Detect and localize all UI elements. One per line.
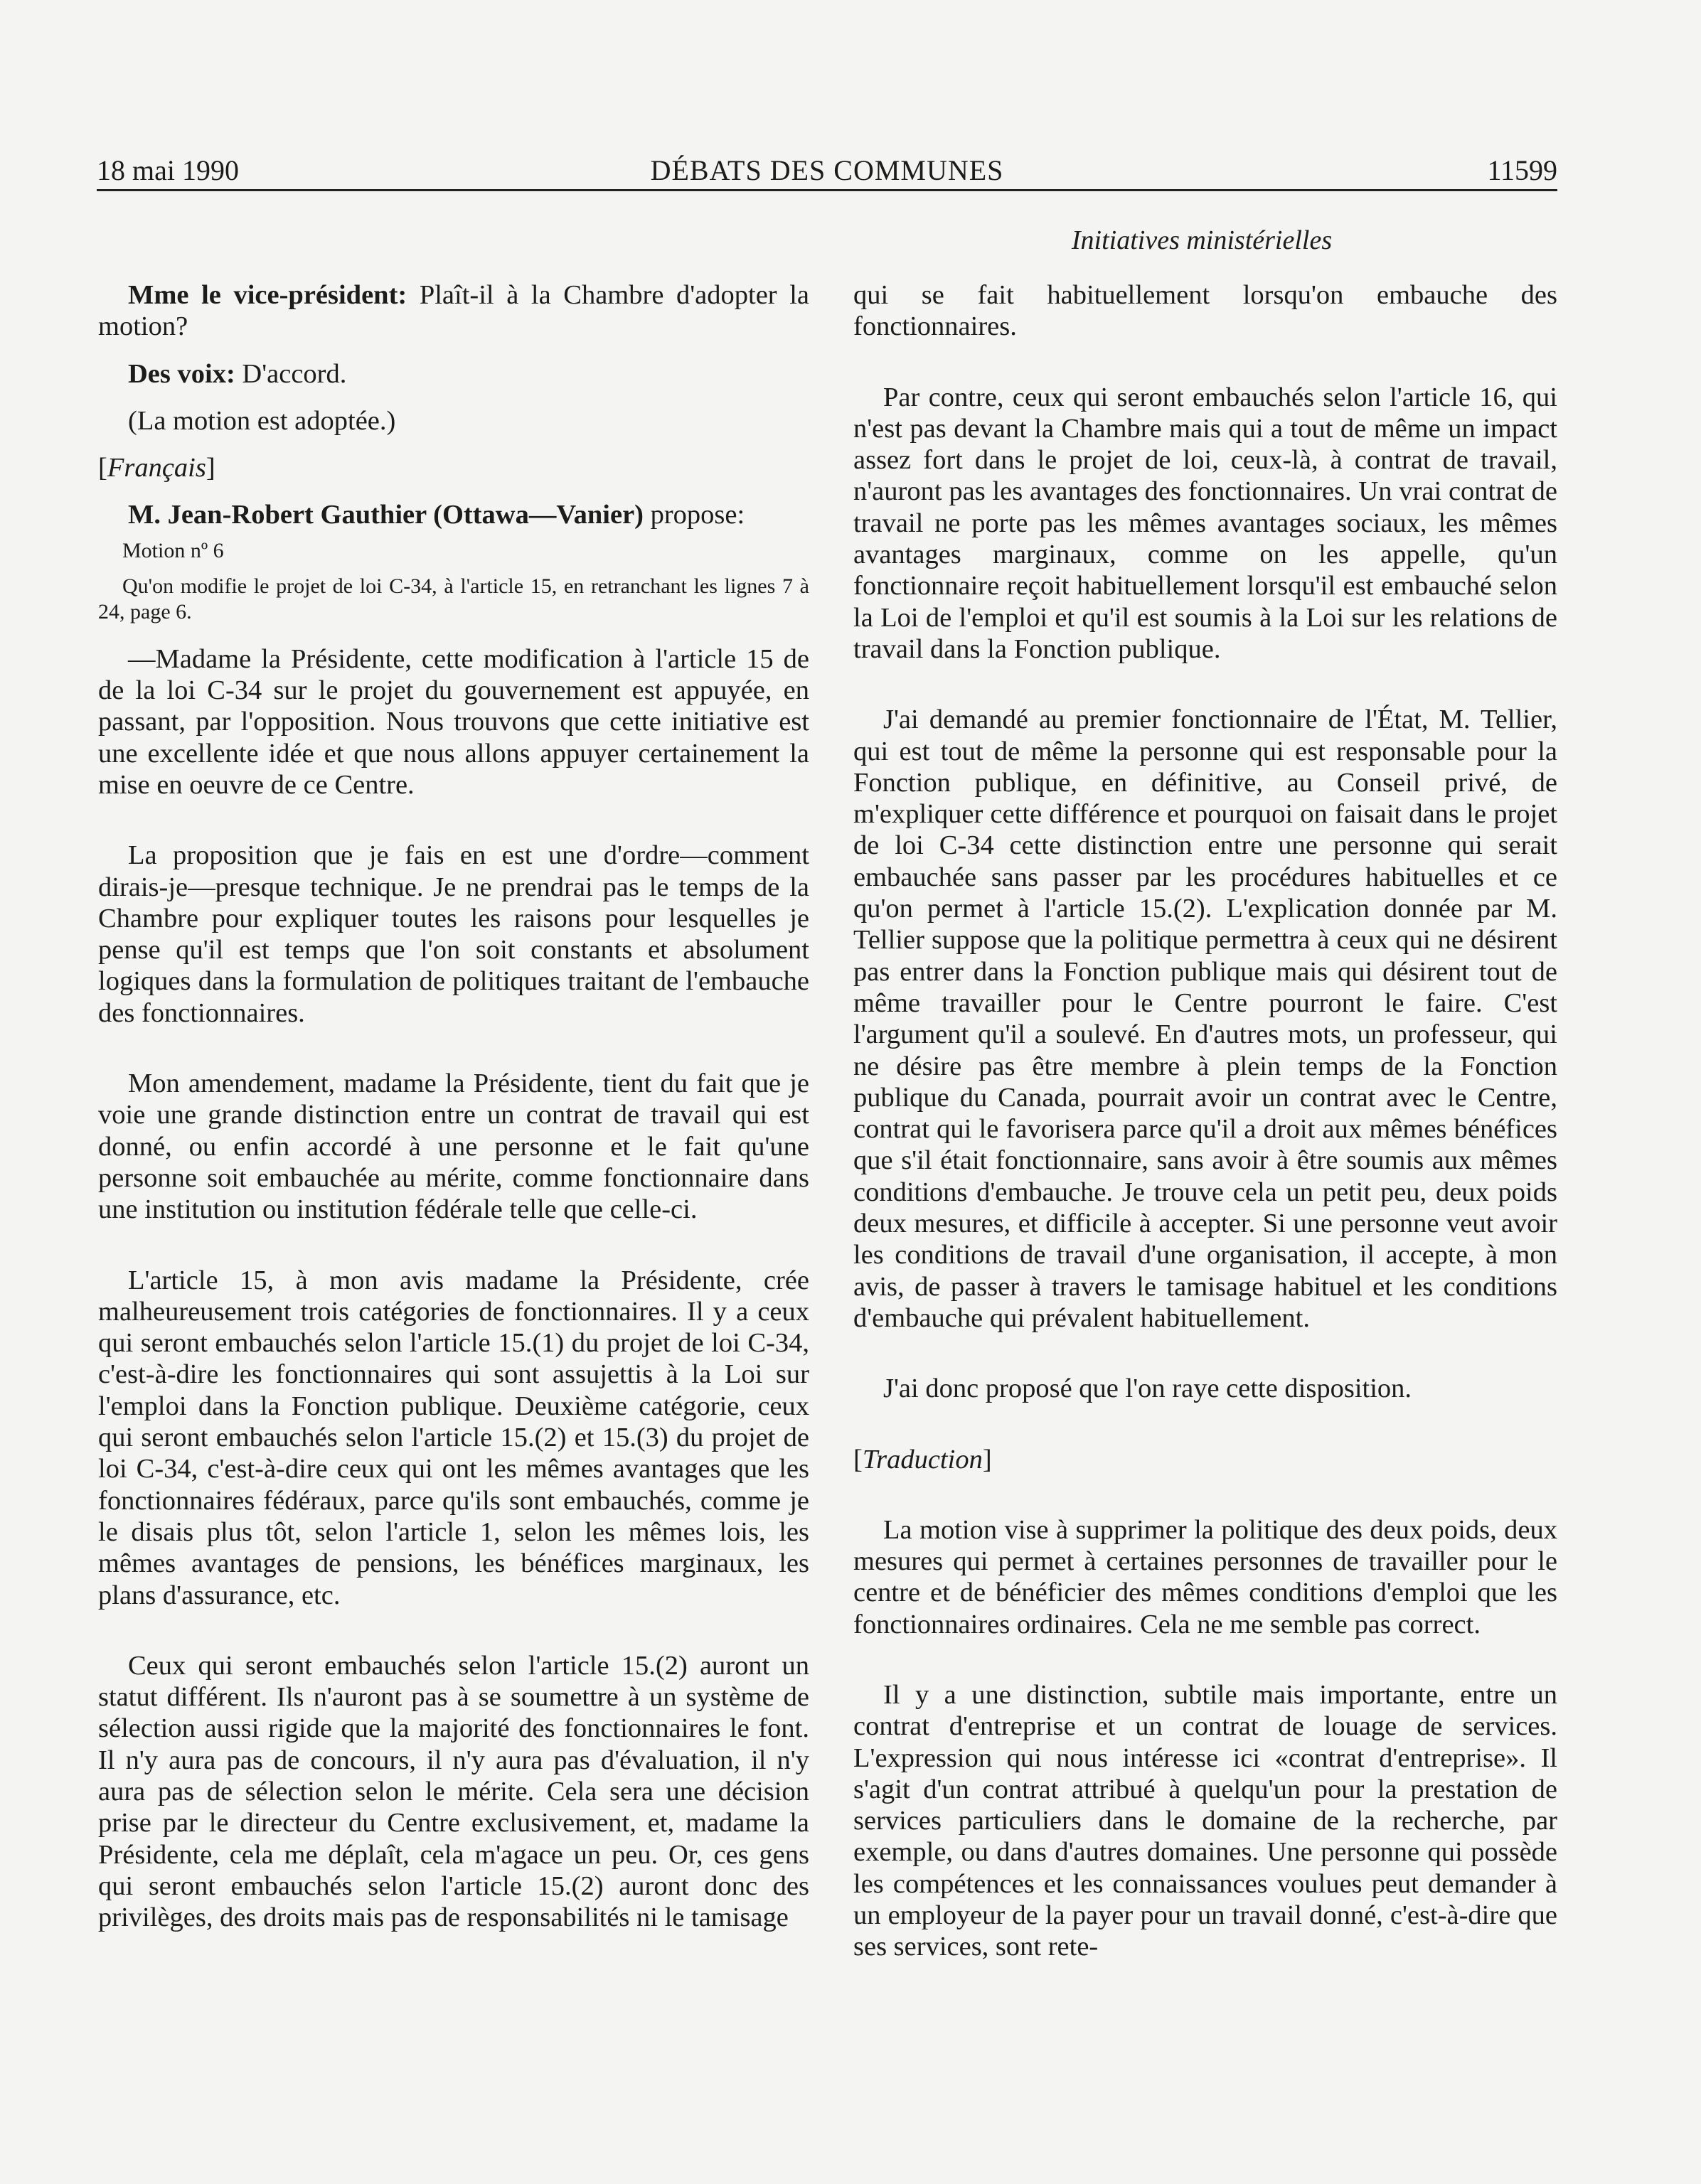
paragraph: L'article 15, à mon avis madame la Présidente, crée malheureusement trois catégories de fonctionnaires. Il y a ceux qui seront embauchés selon l'article 15.(1) du projet de loi C-34, c'est-à-dire les fonctionnaires qui sont assujettis à la Loi sur l'emploi dans la Fonction publique. Deuxième catégorie, ceux qui seront embauchés selon l'article 15.(2) et 15.(3) du projet de loi C-34, c'est-à-dire ceux qui ont les mêmes avantages que les fonctionnaires fédéraux, parce qu'ils sont embauchés, comme je le disais plus tôt, selon l'article 1, selon les mêmes lois, les mêmes avantages de pensions, les bénéfices marginaux, les plans d'assurance, etc.	[98, 1265, 809, 1610]
speech-text: D'accord.	[235, 358, 347, 389]
paragraph	[98, 279, 809, 343]
paragraph: —Madame la Présidente, cette modification à l'article 15 de de la loi C-34 sur le projet du gouvernement est appuyée, en passant, par l'opposition. Nous trouvons que cette initiative est une excellente idée et que nous allons appuyer certainement la mise en oeuvre de ce Centre.	[98, 643, 809, 800]
speaker-name: Des voix:	[128, 358, 235, 389]
speech-text: Plaît-il à la Chambre d'adopter la motion?	[98, 280, 809, 342]
paragraph: Ceux qui seront embauchés selon l'article 15.(2) auront un statut différent. Ils n'auront pas à se soumettre à un système de sélection aussi rigide que la majorité des fonctionnaires le font. Il n'y aura pas de concours, il n'y aura pas d'évaluation, il n'y aura pas de sélection selon le mérite. Cela sera une décision prise par le directeur du Centre exclusivement, et, madame la Présidente, cela me déplaît, cela m'agace un peu. Or, ces gens qui seront embauchés selon l'article 15.(2) auront donc des privilèges, des droits mais pas de responsabilités ni le tamisage	[98, 1650, 809, 1933]
language-marker: [Traduction]	[853, 1444, 992, 1474]
speech-text: propose:	[643, 500, 745, 530]
paragraph	[98, 358, 809, 390]
paragraph: qui se fait habituellement lorsqu'on embauche des fonctionnaires.	[853, 280, 1557, 342]
left-column	[98, 279, 809, 1959]
header-title: DÉBATS DES COMMUNES	[650, 154, 1004, 186]
header-rule	[97, 189, 1557, 191]
right-column	[853, 279, 1557, 1989]
speaker-name: M. Jean-Robert Gauthier (Ottawa—Vanier)	[128, 500, 644, 530]
paragraph	[98, 499, 809, 530]
paragraph: J'ai demandé au premier fonctionnaire de l'État, M. Tellier, qui est tout de même la personne qui est responsable pour la Fonction publique, en définitive, au Conseil privé, de m'expliquer cette différence et pourquoi on faisait dans le projet de loi C-34 cette distinction entre une personne qui serait embauchée sans passer par les procédures habituelles et ce qu'on permet à l'article 15.(2). L'explication donnée par M. Tellier suppose que la politique permettra à ceux qui ne désirent pas entrer dans la Fonction publique mais qui désirent tout de même travailler pour le Centre pourront le faire. C'est l'argument qu'il a soulevé. En d'autres mots, un professeur, qui ne désire pas être membre à plein temps de la Fonction publique du Canada, pourrait avoir un contrat avec le Centre, contrat qui le favorisera parce qu'il a droit aux mêmes bénéfices que s'il était fonctionnaire, sans avoir à être soumis aux mêmes conditions d'embauche. Je trouve cela un petit peu, deux poids deux mesures, et difficile à accepter. Si une personne veut avoir les conditions de travail d'une organisation, il accepte, à mon avis, de passer à travers le tamisage habituel et les conditions d'embauche qui prévalent habituellement.	[853, 705, 1557, 1333]
speaker-name: Mme le vice-président:	[128, 280, 407, 310]
paragraph: Par contre, ceux qui seront embauchés selon l'article 16, qui n'est pas devant la Chambre mais qui a tout de même un impact assez fort dans le projet de loi, ceux-là, à contrat de travail, n'auront pas les avantages des fonctionnaires. Un vrai contrat de travail ne porte pas les mêmes avantages sociaux, les mêmes avantages marginaux, comme on les appelle, qu'un fonctionnaire reçoit habituellement lorsqu'il est embauché selon la Loi de l'emploi et qu'il est soumis à la Loi sur les relations de travail dans la Fonction publique.	[853, 382, 1557, 664]
section-label: Initiatives ministérielles	[1071, 225, 1333, 255]
language-marker: [Français]	[98, 453, 215, 483]
paragraph: (La motion est adoptée.)	[128, 405, 396, 436]
paragraph: J'ai donc proposé que l'on raye cette disposition.	[883, 1374, 1412, 1404]
motion-number: Motion nº 6	[122, 538, 224, 562]
header-date: 18 mai 1990	[97, 154, 239, 186]
page-header	[97, 149, 1557, 192]
paragraph: La proposition que je fais en est une d'ordre—comment dirais-je—presque technique. Je ne prendrai pas le temps de la Chambre pour expliquer toutes les raisons pour lesquelles je pense qu'il est temps que l'on soit constants et absolument logiques dans la formulation de politiques traitant de l'embauche des fonctionnaires.	[98, 840, 809, 1028]
paragraph: Il y a une distinction, subtile mais importante, entre un contrat d'entreprise et un contrat de louage de services. L'expression qui nous intéresse ici «contrat d'entreprise». Il s'agit d'un contrat attribué à quelqu'un pour la prestation de services particuliers dans le domaine de la recherche, par exemple, ou dans d'autres domaines. Une personne qui possède les compétences et les connaissances voulues peut demander à un employeur de la payer pour un travail donné, c'est-à-dire que ses services, sont rete-	[853, 1679, 1557, 1962]
motion-text: Qu'on modifie le projet de loi C-34, à l'article 15, en retranchant les lignes 7 à 24, page 6.	[98, 574, 809, 623]
header-page-number: 11599	[1487, 154, 1557, 186]
paragraph: Mon amendement, madame la Présidente, tient du fait que je voie une grande distinction entre un contrat de travail qui est donné, ou enfin accordé à une personne et le fait qu'une personne soit embauchée au mérite, comme fonctionnaire dans une institution ou institution fédérale telle que celle-ci.	[98, 1069, 809, 1225]
paragraph: La motion vise à supprimer la politique des deux poids, deux mesures qui permet à certaines personnes de travailler pour le centre et de bénéficier des mêmes conditions d'emploi que les fonctionnaires ordinaires. Cela ne me semble pas correct.	[853, 1514, 1557, 1639]
